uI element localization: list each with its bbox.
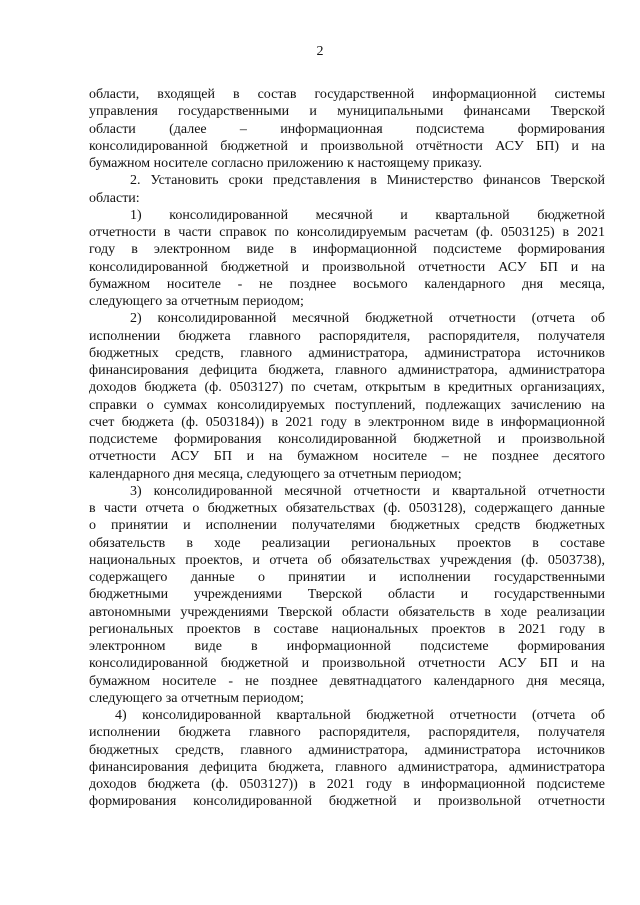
text-line: обязательств в ходе реализации региональных проектов в составе bbox=[89, 535, 605, 551]
text-line: бюджетных средств, главного администратора, администратора источников bbox=[89, 742, 605, 758]
text-line: содержащего данные о принятии и исполнении государственными bbox=[89, 570, 605, 585]
text-line: управления государственными и муниципальными финансами Тверской bbox=[89, 104, 605, 120]
text-line: бюджетными учреждениями Тверской области и государственными bbox=[89, 587, 605, 603]
text-line: справки о суммах консолидируемых поступлений, подлежащих зачислению на bbox=[89, 397, 605, 413]
text-line: календарного дня месяца, следующего за отчетным периодом; bbox=[89, 466, 462, 482]
text-line: области: bbox=[89, 190, 140, 206]
text-line: отчетности в части справок по консолидируемым расчетам (ф. 0503125) в 2021 bbox=[89, 225, 605, 240]
text-line: 1) консолидированной месячной и квартальной бюджетной bbox=[130, 207, 605, 223]
text-line: консолидированной бюджетной и произвольной отчетности АСУ БП и на bbox=[89, 656, 605, 672]
text-line: 2) консолидированной месячной бюджетной отчетности (отчета об bbox=[130, 311, 605, 327]
text-line: 2. Установить сроки представления в Министерство финансов Тверской bbox=[130, 173, 605, 189]
text-line: области (далее – информационная подсистема формирования bbox=[89, 121, 605, 137]
text-line: исполнении бюджета главного распорядителя, распорядителя, получателя bbox=[89, 328, 605, 344]
text-line: финансирования дефицита бюджета, главного администратора, администратора bbox=[89, 363, 605, 378]
text-line: автономными учреждениями Тверской области обязательств в ходе реализации bbox=[89, 604, 605, 620]
text-line: бюджетных средств, главного администратора, администратора источников bbox=[89, 345, 605, 361]
page-number: 2 bbox=[316, 44, 324, 59]
text-line: финансирования дефицита бюджета, главного администратора, администратора bbox=[89, 759, 605, 775]
text-line: консолидированной бюджетной и произвольной отчётности АСУ БП) и на bbox=[89, 138, 605, 154]
text-line: году в электронном виде в информационной подсистеме формирования bbox=[89, 242, 605, 258]
text-line: бумажном носителе - не позднее девятнадцатого календарного дня месяца, bbox=[89, 673, 605, 689]
text-line: 3) консолидированной месячной отчетности и квартальной отчетности bbox=[130, 483, 605, 499]
text-line: следующего за отчетным периодом; bbox=[89, 294, 304, 309]
text-line: региональных проектов в составе национальных проектов в 2021 году в bbox=[89, 621, 605, 637]
text-line: консолидированной бюджетной и произвольной отчетности АСУ БП и на bbox=[89, 259, 605, 275]
text-line: бумажном носителе - не позднее восьмого календарного дня месяца, bbox=[89, 276, 605, 292]
text-line: в части отчета о бюджетных обязательствах (ф. 0503128), содержащего данные bbox=[89, 501, 605, 516]
document-body bbox=[89, 86, 605, 811]
text-line: области, входящей в состав государственной информационной системы bbox=[89, 87, 605, 102]
text-line: следующего за отчетным периодом; bbox=[89, 690, 304, 706]
text-line: 4) консолидированной квартальной бюджетной отчетности (отчета об bbox=[115, 708, 605, 723]
text-line: доходов бюджета (ф. 0503127) по счетам, открытым в кредитных организациях, bbox=[89, 380, 605, 396]
text-line: бумажном носителе согласно приложению к настоящему приказу. bbox=[89, 156, 482, 171]
text-line: подсистеме формирования консолидированной бюджетной и произвольной bbox=[89, 432, 605, 447]
text-line: о принятии и исполнении получателями бюджетных средств бюджетных bbox=[89, 518, 605, 534]
text-line: электронном виде в информационной подсистеме формирования bbox=[89, 639, 605, 654]
text-line: исполнении бюджета главного распорядителя, распорядителя, получателя bbox=[89, 725, 605, 741]
text-line: формирования консолидированной бюджетной и произвольной отчетности bbox=[89, 794, 605, 810]
text-line: счет бюджета (ф. 0503184)) в 2021 году в электронном виде в информационной bbox=[89, 414, 605, 430]
text-line: доходов бюджета (ф. 0503127)) в 2021 году в информационной подсистеме bbox=[89, 777, 605, 792]
text-line: отчетности АСУ БП и на бумажном носителе – не позднее десятого bbox=[89, 449, 605, 465]
text-line: национальных проектов, и отчета об обязательствах учреждения (ф. 0503738), bbox=[89, 552, 605, 568]
